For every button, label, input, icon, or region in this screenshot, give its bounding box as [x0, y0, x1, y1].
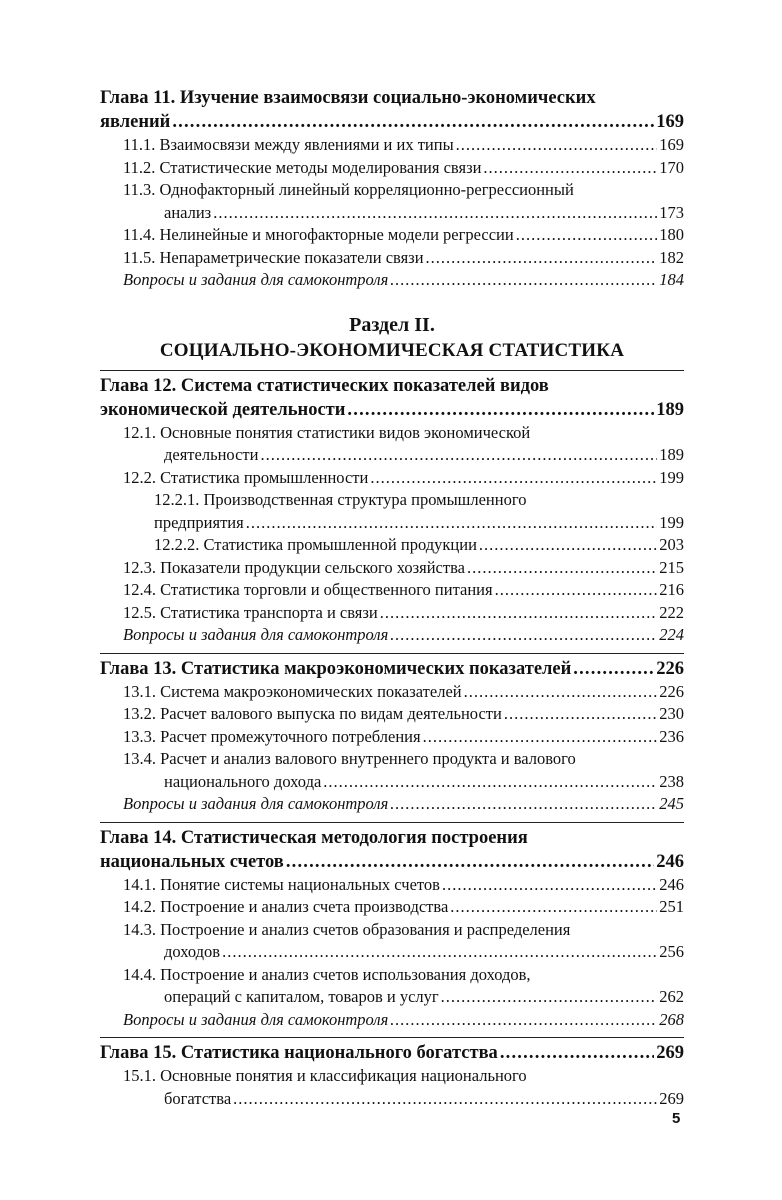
entry-title: Построение и анализ счетов использования доходов,	[160, 964, 531, 984]
page-ref: 268	[659, 1009, 684, 1029]
entry-title: Основные понятия и классификация национального	[160, 1066, 527, 1085]
section-label: Раздел II.	[349, 313, 435, 336]
toc-entry-12-2-2[interactable]	[100, 534, 684, 557]
dot-leader	[286, 850, 654, 874]
entry-num: 12.2.1.	[154, 490, 200, 509]
entry-num: 12.4.	[123, 580, 156, 599]
dot-leader	[390, 624, 657, 647]
page-ref: 169	[659, 135, 684, 154]
toc-entry-11-2[interactable]	[100, 157, 684, 180]
page-ref: 262	[659, 987, 684, 1006]
entry-title: Производственная структура промышленного	[203, 490, 527, 509]
toc-entry-12-2-1[interactable]	[100, 489, 684, 534]
entry-title: Показатели продукции сельского хозяйства	[160, 557, 465, 577]
dot-leader	[246, 512, 658, 535]
page-ref: 216	[659, 580, 684, 599]
toc-entry-14-1[interactable]	[100, 874, 684, 897]
dot-leader	[504, 703, 657, 726]
toc-entry-questions-14[interactable]	[100, 1009, 684, 1032]
dot-leader	[573, 657, 654, 681]
page-ref: 246	[656, 851, 684, 872]
entry-title: Расчет промежуточного потребления	[160, 726, 421, 746]
entry-title: Статистика промышленной продукции	[203, 535, 477, 554]
entry-title: Статистические методы моделирования связи	[159, 157, 482, 177]
toc-entry-11-5[interactable]	[100, 247, 684, 270]
dot-leader	[380, 602, 658, 625]
entry-title: Система макроэкономических показателей	[160, 681, 462, 701]
page-ref: 251	[659, 897, 684, 916]
chapter-title: Глава 11. Изучение взаимосвязи социально-экономических	[100, 88, 596, 108]
page-ref: 230	[659, 704, 684, 723]
entry-num: 13.2.	[123, 704, 156, 723]
toc-entry-14-3[interactable]	[100, 919, 684, 964]
entry-num: 15.1.	[123, 1066, 156, 1085]
entry-num: 13.1.	[123, 681, 156, 701]
entry-num: 14.3.	[123, 919, 156, 939]
toc-entry-12-4[interactable]	[100, 579, 684, 602]
entry-title: Взаимосвязи между явлениями и их типы	[159, 135, 454, 154]
entry-title: Статистика транспорта и связи	[160, 602, 378, 622]
entry-num: 13.3.	[123, 726, 156, 746]
chapter-11-heading[interactable]	[100, 86, 684, 134]
toc-entry-13-1[interactable]	[100, 681, 684, 704]
dot-leader	[370, 467, 657, 490]
dot-leader	[442, 874, 657, 897]
toc-entry-15-1[interactable]	[100, 1065, 684, 1110]
entry-title: Статистика торговли и общественного питания	[160, 580, 493, 599]
chapter-15-heading[interactable]	[100, 1037, 684, 1065]
toc-entry-12-3[interactable]	[100, 557, 684, 580]
entry-title-cont: операций с капиталом, товаров и услуг	[164, 987, 439, 1006]
page-ref: 189	[656, 399, 684, 420]
toc-entry-11-1[interactable]	[100, 134, 684, 157]
entry-title: Расчет и анализ валового внутреннего продукта и валового	[160, 749, 576, 768]
page-ref: 236	[659, 726, 684, 746]
page-ref: 184	[659, 270, 684, 289]
dot-leader	[213, 202, 657, 225]
entry-title: Вопросы и задания для самоконтроля	[123, 1009, 389, 1029]
dot-leader	[222, 941, 657, 964]
dot-leader	[426, 247, 658, 270]
dot-leader	[390, 269, 657, 292]
entry-title: Основные понятия статистики видов экономической	[160, 422, 531, 442]
entry-num: 11.4.	[123, 225, 156, 244]
page-ref: 203	[659, 535, 684, 554]
dot-leader	[467, 557, 657, 580]
dot-leader	[423, 726, 658, 749]
chapter-title: Глава 13. Статистика макроэкономических показателей	[100, 658, 572, 679]
entry-title: Понятие системы национальных счетов	[160, 874, 440, 894]
page-ref: 246	[659, 874, 684, 894]
entry-num: 14.1.	[123, 874, 156, 894]
chapter-title: Глава 12. Система статистических показателей видов	[100, 375, 549, 396]
dot-leader	[390, 793, 657, 816]
entry-title: Однофакторный линейный корреляционно-регрессионный	[159, 180, 574, 199]
page-ref: 182	[659, 247, 684, 267]
entry-title: Вопросы и задания для самоконтроля	[123, 625, 389, 644]
dot-leader	[441, 986, 658, 1009]
dot-leader	[390, 1009, 657, 1032]
page-ref: 269	[656, 1043, 684, 1063]
dot-leader	[172, 110, 654, 134]
entry-title: Расчет валового выпуска по видам деятельности	[160, 704, 502, 723]
entry-num: 11.3.	[123, 180, 156, 199]
entry-num: 12.2.2.	[154, 535, 200, 554]
page-ref: 256	[659, 942, 684, 961]
entry-num: 13.4.	[123, 749, 156, 768]
page-ref: 169	[656, 112, 684, 132]
dot-leader	[516, 224, 658, 247]
toc-entry-11-3[interactable]	[100, 179, 684, 224]
chapter-12-heading[interactable]	[100, 370, 684, 422]
page-ref: 170	[659, 157, 684, 177]
chapter-13-heading[interactable]	[100, 653, 684, 681]
chapter-14-heading[interactable]	[100, 822, 684, 874]
page-ref: 226	[659, 681, 684, 701]
toc-entry-13-2[interactable]	[100, 703, 684, 726]
page-ref: 199	[659, 512, 684, 532]
toc-entry-13-3[interactable]	[100, 726, 684, 749]
chapter-title-cont: явлений	[100, 112, 171, 132]
page-ref: 269	[659, 1088, 684, 1108]
page-ref: 224	[659, 625, 684, 644]
entry-num: 14.2.	[123, 897, 156, 916]
dot-leader	[483, 157, 657, 180]
section-heading	[100, 312, 684, 364]
entry-title-cont: богатства	[164, 1088, 232, 1108]
page-ref: 180	[659, 225, 684, 244]
entry-num: 12.2.	[123, 467, 156, 487]
entry-title: Построение и анализ счета производства	[160, 897, 449, 916]
dot-leader	[260, 444, 657, 467]
entry-title-cont: предприятия	[154, 512, 244, 532]
entry-title: Вопросы и задания для самоконтроля	[123, 270, 389, 289]
entry-title: Нелинейные и многофакторные модели регрессии	[159, 225, 514, 244]
entry-num: 11.1.	[123, 135, 156, 154]
page-ref: 226	[656, 658, 684, 679]
page-ref: 199	[659, 467, 684, 487]
page-number: 5	[672, 1110, 681, 1127]
page-ref: 215	[659, 557, 684, 577]
dot-leader	[456, 134, 658, 157]
toc-entry-questions-13[interactable]	[100, 793, 684, 816]
chapter-title: Глава 15. Статистика национального богатства	[100, 1043, 498, 1063]
entry-title: Вопросы и задания для самоконтроля	[123, 794, 389, 813]
chapter-title-cont: экономической деятельности	[100, 399, 346, 420]
dot-leader	[464, 681, 658, 704]
entry-num: 11.2.	[123, 157, 156, 177]
entry-title: Непараметрические показатели связи	[159, 247, 424, 267]
entry-title-cont: национального дохода	[164, 771, 322, 791]
entry-num: 12.5.	[123, 602, 156, 622]
page-ref: 189	[659, 445, 684, 464]
entry-num: 14.4.	[123, 964, 156, 984]
toc-entry-12-5[interactable]	[100, 602, 684, 625]
entry-title-cont: доходов	[164, 942, 221, 961]
page-ref: 173	[659, 202, 684, 222]
dot-leader	[233, 1088, 657, 1111]
dot-leader	[500, 1041, 654, 1065]
toc-entry-questions-11[interactable]	[100, 269, 684, 292]
entry-title: Статистика промышленности	[160, 467, 369, 487]
entry-title-cont: деятельности	[164, 445, 259, 464]
table-of-contents	[100, 86, 684, 1110]
toc-entry-14-2[interactable]	[100, 896, 684, 919]
section-title: СОЦИАЛЬНО-ЭКОНОМИЧЕСКАЯ СТАТИСТИКА	[159, 339, 625, 361]
dot-leader	[479, 534, 657, 557]
toc-entry-11-4[interactable]	[100, 224, 684, 247]
page-ref: 238	[659, 771, 684, 791]
page-ref: 222	[659, 602, 684, 622]
page-ref: 245	[659, 794, 684, 813]
dot-leader	[495, 579, 658, 602]
dot-leader	[323, 771, 657, 794]
toc-entry-13-4[interactable]	[100, 748, 684, 793]
entry-num: 12.3.	[123, 557, 156, 577]
entry-num: 12.1.	[123, 422, 156, 442]
toc-entry-12-2[interactable]	[100, 467, 684, 490]
toc-entry-14-4[interactable]	[100, 964, 684, 1009]
entry-title: Построение и анализ счетов образования и распределения	[160, 919, 571, 939]
toc-entry-questions-12[interactable]	[100, 624, 684, 647]
entry-num: 11.5.	[123, 247, 156, 267]
chapter-title-cont: национальных счетов	[100, 851, 284, 872]
dot-leader	[450, 896, 657, 919]
entry-title-cont: анализ	[164, 202, 212, 222]
chapter-title: Глава 14. Статистическая методология построения	[100, 827, 528, 848]
dot-leader	[347, 398, 654, 422]
toc-entry-12-1[interactable]	[100, 422, 684, 467]
